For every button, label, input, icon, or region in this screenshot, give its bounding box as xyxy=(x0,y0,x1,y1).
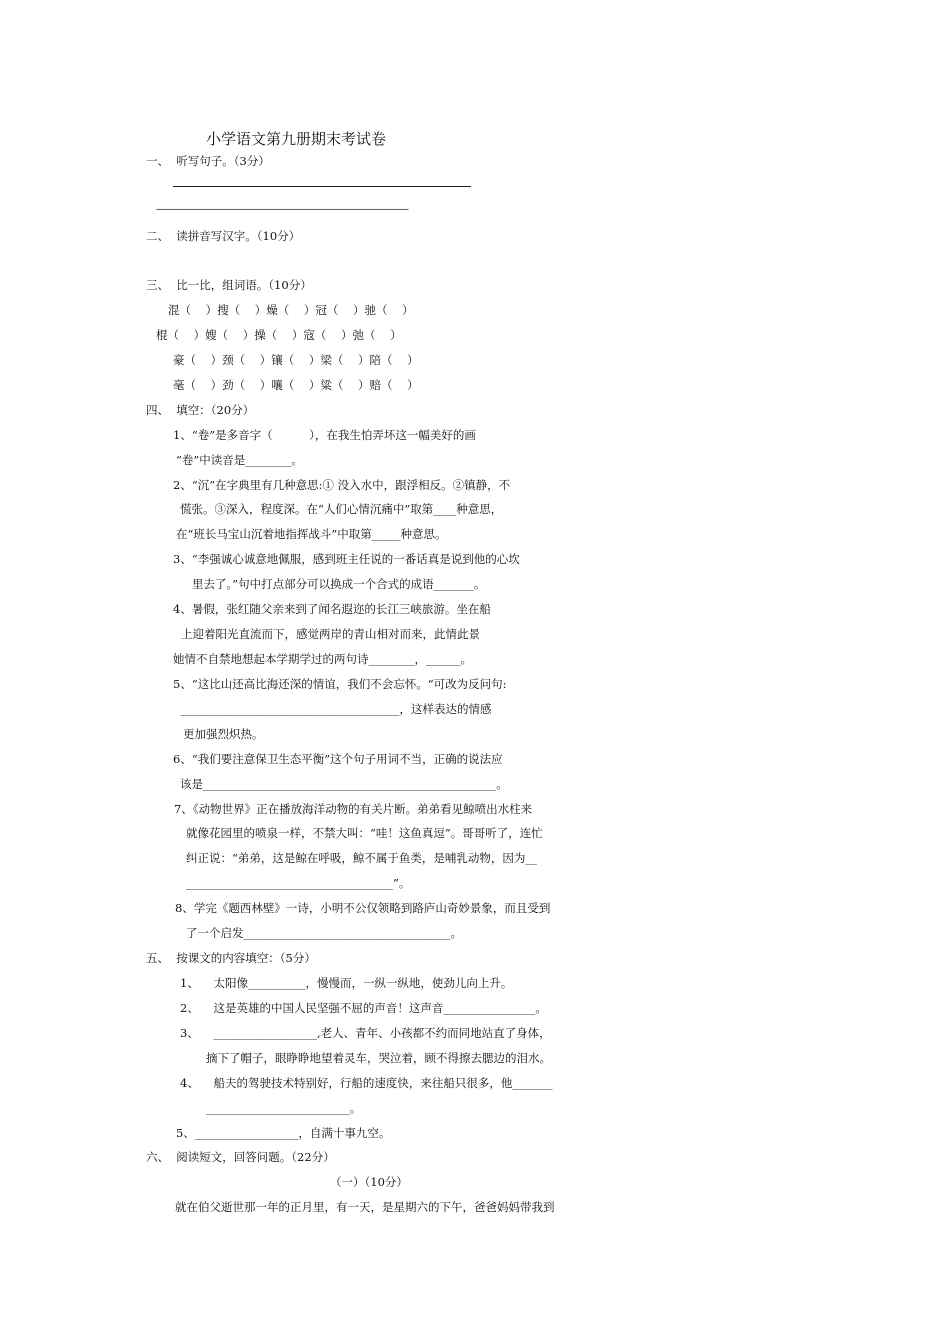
fill-line: ______________________________________，这样表达的情感 xyxy=(181,702,492,716)
fill-line: 4、暑假，张红随父亲来到了闻名遐迩的长江三峡旅游。坐在船 xyxy=(173,602,491,616)
dictation-blank-line: ———————————————————————————— xyxy=(156,204,408,215)
section-2-heading: 二、 读拼音写汉字。（10分） xyxy=(146,229,301,243)
fill-line: 8、学完《题西林壁》一诗，小明不公仅领略到路庐山奇妙景象，而且受到 xyxy=(175,901,551,915)
section-1-heading: 一、 听写句子。（3分） xyxy=(146,154,270,168)
compare-row: 棍（ ）嫂（ ）操（ ）寇（ ）弛（ ） xyxy=(156,328,402,342)
fill-line: 2、“沉”在字典里有几种意思:① 没入水中，跟浮相反。②镇静，不 xyxy=(173,478,511,492)
text-fill-line: _________________________。 xyxy=(206,1101,362,1115)
fill-line: 3、“李强诚心诚意地佩服，感到班主任说的一番话真是说到他的心坎 xyxy=(173,552,520,566)
fill-line: 6、“我们要注意保卫生态平衡”这个句子用词不当，正确的说法应 xyxy=(173,752,503,766)
exam-title: 小学语文第九册期末考试卷 xyxy=(206,130,387,148)
fill-line: 该是___________________________________________________。 xyxy=(180,777,508,791)
section-5-heading: 五、 按课文的内容填空：（5分） xyxy=(146,951,316,965)
section-6-heading: 六、 阅读短文，回答问题。（22分） xyxy=(146,1150,335,1164)
text-fill-line: 摘下了帽子，眼睁睁地望着灵车，哭泣着，顾不得擦去腮边的泪水。 xyxy=(206,1051,551,1065)
fill-line: 就像花园里的喷泉一样，不禁大叫：“哇！这鱼真逗”。哥哥听了，连忙 xyxy=(186,826,543,840)
fill-line: 更加强烈炽热。 xyxy=(183,727,264,741)
fill-line: ____________________________________”。 xyxy=(186,876,411,890)
fill-line: 1、“卷”是多音字（ ），在我生怕弄坏这一幅美好的画 xyxy=(173,428,476,442)
fill-line: 慌张。③深入，程度深。在“人们心情沉痛中”取第____种意思， xyxy=(180,502,503,516)
text-fill-line: 2、 这是英雄的中国人民坚强不屈的声音！这声音________________。 xyxy=(180,1001,547,1015)
fill-line: 她情不自禁地想起本学期学过的两句诗________，______。 xyxy=(173,652,472,666)
compare-row: 混（ ）搜（ ）燥（ ）冠（ ）驰（ ） xyxy=(168,303,414,317)
dictation-blank-line xyxy=(173,186,471,187)
section-3-heading: 三、 比一比，组词语。（10分） xyxy=(146,278,312,292)
reading-subheading: （一）（10分） xyxy=(330,1175,408,1189)
text-fill-line: 1、 太阳像__________，慢慢而，一纵一纵地，使劲儿向上升。 xyxy=(180,976,513,990)
fill-line: 5、“这比山还高比海还深的情谊，我们不会忘怀。“可改为反问句: xyxy=(173,677,507,691)
fill-line: 7、《动物世界》正在播放海洋动物的有关片断。弟弟看见鲸喷出水柱来 xyxy=(174,802,533,816)
reading-passage: 就在伯父逝世那一年的正月里，有一天，是星期六的下午，爸爸妈妈带我到 xyxy=(175,1200,555,1214)
compare-row: 毫（ ）劲（ ）嚷（ ）粱（ ）赔（ ） xyxy=(173,378,419,392)
text-fill-line: 5、__________________，自满十事九空。 xyxy=(176,1126,391,1140)
fill-line: 上迎着阳光直流而下，感觉两岸的青山相对而来，此情此景 xyxy=(181,627,480,641)
compare-row: 豪（ ）颈（ ）镶（ ）梁（ ）陪（ ） xyxy=(173,353,419,367)
fill-line: 在“班长马宝山沉着地指挥战斗”中取第_____种意思。 xyxy=(176,527,447,541)
fill-line: 了一个启发____________________________________。 xyxy=(186,926,462,940)
fill-line: 里去了。”句中打点部分可以换成一个合式的成语_______。 xyxy=(192,577,486,591)
fill-line: 纠正说：“弟弟，这是鲸在呼吸，鲸不属于鱼类，是哺乳动物，因为__ xyxy=(186,851,537,865)
fill-line: “卷”中读音是________。 xyxy=(176,453,303,467)
text-fill-line: 4、 船夫的驾驶技术特别好，行船的速度快，来往船只很多，他_______ xyxy=(180,1076,553,1090)
section-4-heading: 四、 填空：（20分） xyxy=(146,403,255,417)
text-fill-line: 3、 __________________,老人、青年、小孩都不约而同地站直了身体， xyxy=(180,1026,551,1040)
